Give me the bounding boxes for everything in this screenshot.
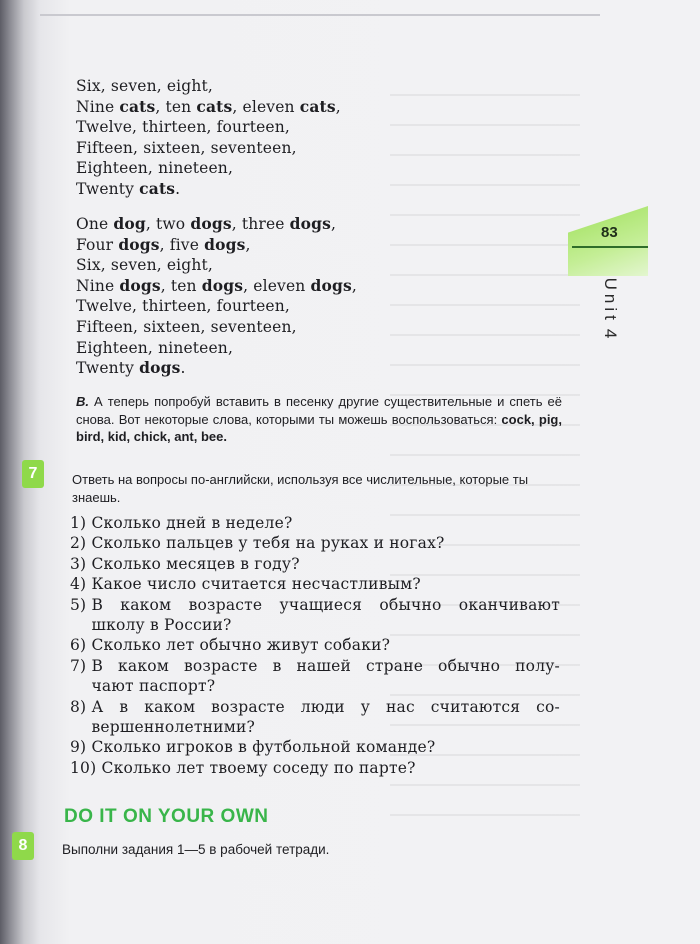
poem-stanza-dogs bbox=[76, 214, 357, 379]
poem-noun: dogs bbox=[310, 275, 352, 295]
poem-line: Four dogs, five dogs, bbox=[76, 234, 251, 254]
poem-line: One dog, two dogs, three dogs, bbox=[76, 214, 337, 233]
poem-line: Six, seven, eight, bbox=[76, 256, 213, 275]
question-text-line1: В каком возрасте учащиеся обычно оканчивают bbox=[91, 595, 560, 614]
question-item bbox=[70, 574, 560, 594]
section-b bbox=[76, 393, 562, 446]
poem-line: Fifteen, sixteen, seventeen, bbox=[76, 138, 297, 157]
poem-stanza-cats bbox=[76, 76, 341, 200]
question-text: Сколько месяцев в году? bbox=[91, 554, 300, 573]
exercise-7-marker: 7 bbox=[22, 460, 44, 488]
poem-line: Twenty cats. bbox=[76, 178, 181, 198]
question-item bbox=[70, 513, 560, 533]
question-item bbox=[70, 656, 560, 676]
poem-noun: dogs bbox=[139, 358, 181, 378]
poem-noun: cats bbox=[139, 178, 176, 198]
question-number: 1) bbox=[70, 514, 87, 532]
unit-label bbox=[600, 265, 620, 355]
poem-noun: dogs bbox=[118, 234, 160, 254]
question-number: 10) bbox=[70, 758, 97, 777]
exercise-7-questions bbox=[70, 513, 560, 778]
poem-line: Twelve, thirteen, fourteen, bbox=[76, 297, 290, 316]
poem-line: Eighteen, nineteen, bbox=[76, 159, 234, 178]
question-item bbox=[70, 697, 560, 717]
unit-number: 4 bbox=[601, 328, 620, 343]
poem-noun: cats bbox=[196, 96, 233, 116]
poem-line: Twelve, thirteen, fourteen, bbox=[76, 118, 290, 137]
poem-line: Fifteen, sixteen, seventeen, bbox=[76, 317, 297, 336]
poem-noun: dogs bbox=[204, 234, 246, 254]
question-item bbox=[70, 737, 560, 757]
section-heading: DO IT ON YOUR OWN bbox=[64, 806, 269, 827]
poem-line: Twenty dogs. bbox=[76, 358, 186, 378]
question-text-line1: А в каком возрасте люди у нас считаются со- bbox=[91, 697, 560, 716]
question-text-line2: вершеннолетними? bbox=[91, 718, 256, 737]
poem-noun: dogs bbox=[289, 214, 332, 233]
question-number: 9) bbox=[70, 738, 87, 757]
poem-noun: dogs bbox=[201, 275, 244, 295]
section-b-words: cock, pig, bird, kid, chick, ant, bee. bbox=[76, 411, 562, 444]
question-number: 2) bbox=[70, 534, 87, 553]
question-number: 4) bbox=[70, 575, 87, 594]
poem-noun: cats bbox=[299, 96, 336, 116]
poem-noun: cats bbox=[119, 96, 156, 116]
exercise-8-marker: 8 bbox=[12, 832, 34, 860]
question-text-line2: чают паспорт? bbox=[91, 677, 216, 696]
question-continuation bbox=[70, 717, 560, 737]
question-text: Сколько лет твоему соседу по парте? bbox=[101, 758, 416, 777]
page-number: 83 bbox=[601, 224, 618, 241]
exercise-8-text: Выполни задания 1—5 в рабочей тетради. bbox=[62, 842, 330, 857]
question-number: 3) bbox=[70, 554, 87, 573]
question-item bbox=[70, 635, 560, 655]
unit-word: Unit bbox=[601, 277, 620, 324]
poem-noun: dogs bbox=[190, 214, 232, 233]
question-text-line1: В каком возрасте в нашей стране обычно полу- bbox=[91, 656, 560, 675]
question-number: 7) bbox=[70, 656, 87, 675]
page-tab-rule bbox=[572, 246, 648, 248]
question-item bbox=[70, 533, 560, 553]
section-b-label: B. bbox=[76, 394, 89, 409]
question-number: 6) bbox=[70, 636, 87, 655]
poem-line: Six, seven, eight, bbox=[76, 77, 213, 95]
section-b-text: А теперь попробуй вставить в песенку другие существительные и спеть её снова. Вот некоторые слова, которыми ты можешь воспользоваться: bbox=[76, 394, 562, 427]
question-text: Сколько лет обычно живут собаки? bbox=[91, 636, 391, 655]
question-item bbox=[70, 595, 560, 615]
poem-line: Eighteen, nineteen, bbox=[76, 338, 234, 357]
question-item bbox=[70, 758, 560, 778]
question-continuation bbox=[70, 676, 560, 696]
question-continuation bbox=[70, 615, 560, 635]
question-number: 8) bbox=[70, 697, 87, 716]
question-text-line2: школу в России? bbox=[91, 616, 232, 635]
question-text: Сколько пальцев у тебя на руках и ногах? bbox=[91, 534, 445, 553]
poem-line: Nine dogs, ten dogs, eleven dogs, bbox=[76, 275, 357, 295]
question-number: 5) bbox=[70, 595, 87, 614]
question-item bbox=[70, 554, 560, 574]
poem-line: Nine cats, ten cats, eleven cats, bbox=[76, 96, 341, 116]
exercise-7-instruction: Ответь на вопросы по-английски, используя все числительные, которые ты знаешь. bbox=[72, 472, 529, 505]
poem-noun: dogs bbox=[119, 275, 161, 295]
poem-noun: dog bbox=[113, 214, 146, 233]
question-text: Сколько дней в неделе? bbox=[91, 514, 293, 532]
question-text: Сколько игроков в футбольной команде? bbox=[91, 738, 436, 757]
question-text: Какое число считается несчастливым? bbox=[91, 575, 421, 594]
top-divider bbox=[40, 14, 600, 16]
